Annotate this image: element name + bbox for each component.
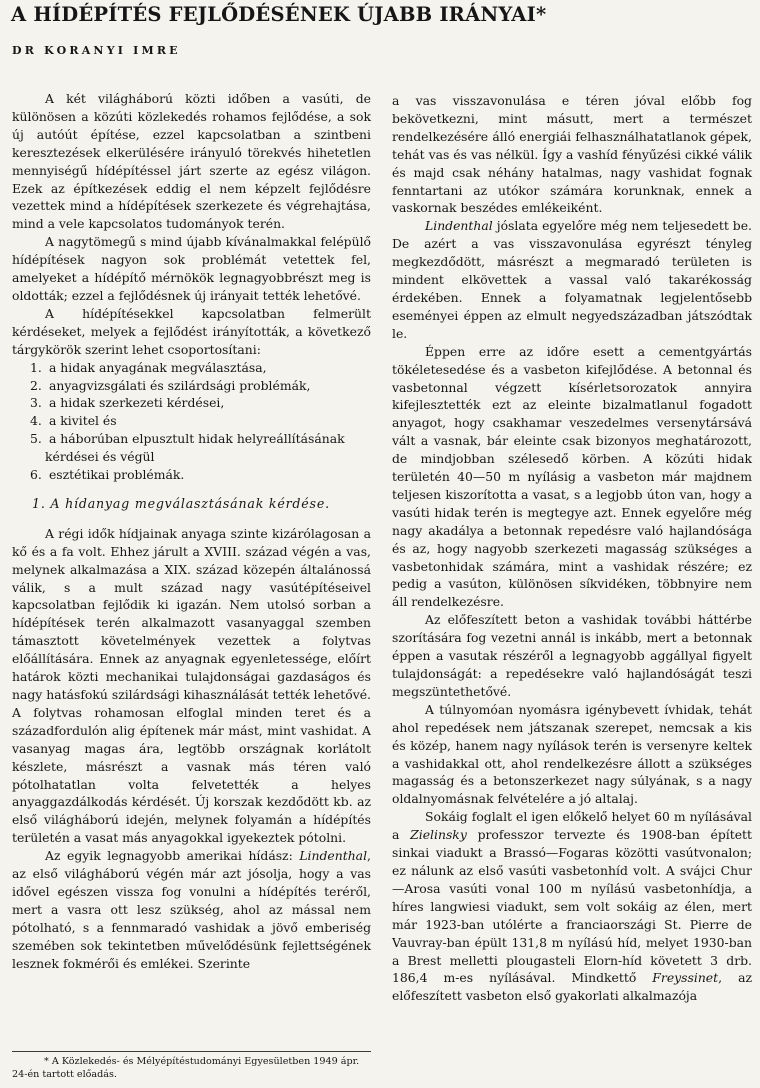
list-item-number: 3. <box>30 395 42 411</box>
list-item-text: a hidak szerkezeti kérdései, <box>48 395 225 411</box>
paragraph: A hídépítésekkel kapcsolatban felmerült kérdéseket, melyek a fejlődést irányították, a következő tárgykörök szerint lehet csoportosítani: <box>12 305 371 357</box>
list-item <box>12 430 371 466</box>
list-item <box>12 377 371 395</box>
list-item <box>12 412 371 430</box>
person-name: Lindenthal <box>425 218 493 234</box>
text-run: Sokáig foglalt el igen előkelő helyet 60 m nyílásával a <box>392 809 752 843</box>
text-run: professzor tervezte és 1908-ban épített sinkai viadukt a Brassó—Fogaras közötti vasútvonalon; ez nálunk az első vasúti vasbetonhíd volt. A svájci Chur—Arosa vasúti vonal 100 m nyílású vasbetonhídja, a híres langwiesi viadukt, sem volt sokáig az élen, mert már 1923-ban utólérte a franciaországi St. Pierre de Vauvray-ban épült 131,8 m nyílású híd, melyet 1930-ban a Brest melletti plougasteli Elorn-híd követett 3 drb. 186,4 m-es nyílásával. Mindkettő <box>392 827 753 986</box>
list-item-number: 2. <box>30 377 42 393</box>
list-item <box>12 359 371 377</box>
paragraph <box>392 217 752 342</box>
paragraph <box>12 847 371 972</box>
list-item-text: a hidak anyagának megválasztása, <box>48 359 267 375</box>
right-column <box>392 92 752 1005</box>
text-run: Az egyik legnagyobb amerikai hídász: <box>45 848 300 864</box>
paragraph: A túlnyomóan nyomásra igénybevett ívhidak, tehát ahol repedések nem játszanak szerepet, nemcsak a kis és közép, hanem nagy nyílások terén is versenyre keltek a vashidakkal ott, ahol rendelkezésre állott a szükséges magasság és a betonszerkezet nagy súlyának, s a nagy oldalnyomásnak felvételére a jó altalaj. <box>392 701 752 807</box>
list-item-text: a háborúban elpusztult hidak helyreállításának kérdései és végül <box>45 431 345 465</box>
list-item-number: 1. <box>30 359 42 375</box>
text-run: , az első világháború végén már azt jósolja, hogy a vas idővel egészen vissza fog vonulni a hídépítés teréről, mert a vasra ott lesz szükség, ahol az mással nem pótolható, s a fennmaradó vashidak a jövő emberiség szemében sok tekintetben művelődésünk fejlettségének lesznek fokmérői és emlékei. Szerinte <box>12 848 371 971</box>
article-author: DR KORANYI IMRE <box>12 44 181 57</box>
paragraph: Éppen erre az időre esett a cementgyártás tökéletesedése és a vasbeton kifejlődése. A betonnal és vasbetonnal végzett kísérletsorozatok annyira kifejlesztették ezt az eleinte bizalmatlanul fogadott anyagot, hogy csakhamar veszedelmes versenytársává vált a vasnak, bár eleinte csak bizonyos meghatározott, de mindjobban szélesedő körben. A közúti hidak területén 40—50 m nyílásig a vasbeton már majdnem teljesen kiszorította a vasat, s a legjobb úton van, hogy a vasúti hidak terén is megtegye azt. Ennek egyelőre még nagy akadálya a betonnak repedésre való hajlandósága és az, hogy nagyobb szerkezeti magasság szükséges a vasbetonhidak számára, mint a vashidak részére; ez pedig a vasúton, különösen síkvidéken, többnyire nem áll rendelkezésre. <box>392 343 752 610</box>
footnote-text: * A Közlekedés- és Mélyépítéstudományi Egyesületben 1949 ápr. 24-én tartott előadás. <box>12 1056 360 1080</box>
paragraph: a vas visszavonulása e téren jóval előbb fog bekövetkezni, mint másutt, mert a természet rendelkezésére álló energiái felhasználhatatlanok gépek, tehát vas és vas nélkül. Így a vashíd fényűzési cikké válik és majd csak néhány hatalmas, nagy vashidat fognak fenntartani az utókor számára korunknak, ennek a vaskornak beszédes emlékeiként. <box>392 93 752 216</box>
person-name: Freyssinet <box>652 970 719 986</box>
list-item-text: anyagvizsgálati és szilárdsági problémák, <box>48 377 311 393</box>
paragraph: A régi idők hídjainak anyaga szinte kizárólagosan a kő és a fa volt. Ehhez járult a XVIII. század végén a vas, melynek alkalmazása a XIX. század közepén általánossá válik, s a mult század nagy vasútépítéseivel kapcsolatban fejlődik ki igazán. Nem utolsó sorban a hídépítések terén alkalmazott vasanyaggal szemben támasztott követelmények vezettek a folytvas előállítására. Ennek az anyagnak egyenletessége, előírt határok közti mechanikai tulajdonságai gazdaságos és nagy hatásfokú szilárdsági kihasználását tették lehetővé. A folytvas rohamosan elfoglal minden teret és a századfordulón alig építenek már mást, mint vashidat. A vasanyag magas ára, legtöbb országnak korlátolt készlete, másrészt a vasnak más téren való pótolhatatlan volta felvetették a helyes anyaggazdálkodás kérdését. Új korszak kezdődött kb. az első világháború idején, melynek folyamán a hídépítés területén a vasat más anyagokkal igyekeztek pótolni. <box>12 525 371 846</box>
list-item-number: 4. <box>30 413 42 429</box>
section-heading: 1. A hídanyag megválasztásának kérdése. <box>32 495 330 511</box>
text-run: jóslata egyelőre még nem teljesedett be. De azért a vas visszavonulása egyrészt tényleg megkezdődött, másrészt a megmaradó területen is mindent elkövettek a vassal való takarékosság érdekében. Ennek a folyamatnak legjelentősebb eseményei éppen az elmult negyedszázadban játszódtak le. <box>392 218 752 341</box>
list-item-number: 6. <box>30 467 42 483</box>
left-column <box>12 90 371 973</box>
text-run: , az előfeszített vasbeton első gyakorlati alkalmazója <box>392 970 752 1004</box>
list-item <box>12 466 371 484</box>
list-item <box>12 394 371 412</box>
paragraph: Az előfeszített beton a vashidak további háttérbe szorítására fog vezetni annál is inkább, mert a betonnak éppen a vasutak részéről a legnagyobb aggállyal figyelt tulajdonságát: a repedésekre való hajlandóságát teszi megszüntethetővé. <box>392 612 752 699</box>
paragraph: A nagytömegű s mind újabb kívánalmakkal felépülő hídépítések nagyon sok problémát vetettek fel, amelyeket a hídépítő mérnökök legnagyobbrészt meg is oldották; ezzel a fejlődésnek új irányait tették lehetővé. <box>12 234 371 303</box>
paragraph: A két világháború közti időben a vasúti, de különösen a közúti közlekedés rohamos fejlődése, a sok új autóút építése, ezzel kapcsolatban a szintbeni keresztezések elkerülésére irányuló törekvés hihetetlen mennyiségű hídépítéssel járt szerte az egész világon. Ezek az építkezések eddig el nem képzelt fejlődésre vezettek mind a hídépítések szerkezete és végrehajtása, mind a vele kapcsolatos tudományok terén. <box>12 91 371 232</box>
person-name: Lindenthal <box>299 848 368 864</box>
person-name: Zielinsky <box>410 827 467 843</box>
topic-list <box>12 359 371 484</box>
footnote <box>12 1051 371 1081</box>
paragraph <box>392 808 752 1005</box>
list-item-text: esztétikai problémák. <box>48 467 185 483</box>
article-title: A HÍDÉPÍTÉS FEJLŐDÉSÉNEK ÚJABB IRÁNYAI* <box>11 3 547 26</box>
list-item-number: 5. <box>30 431 42 447</box>
list-item-text: a kivitel és <box>48 413 117 429</box>
